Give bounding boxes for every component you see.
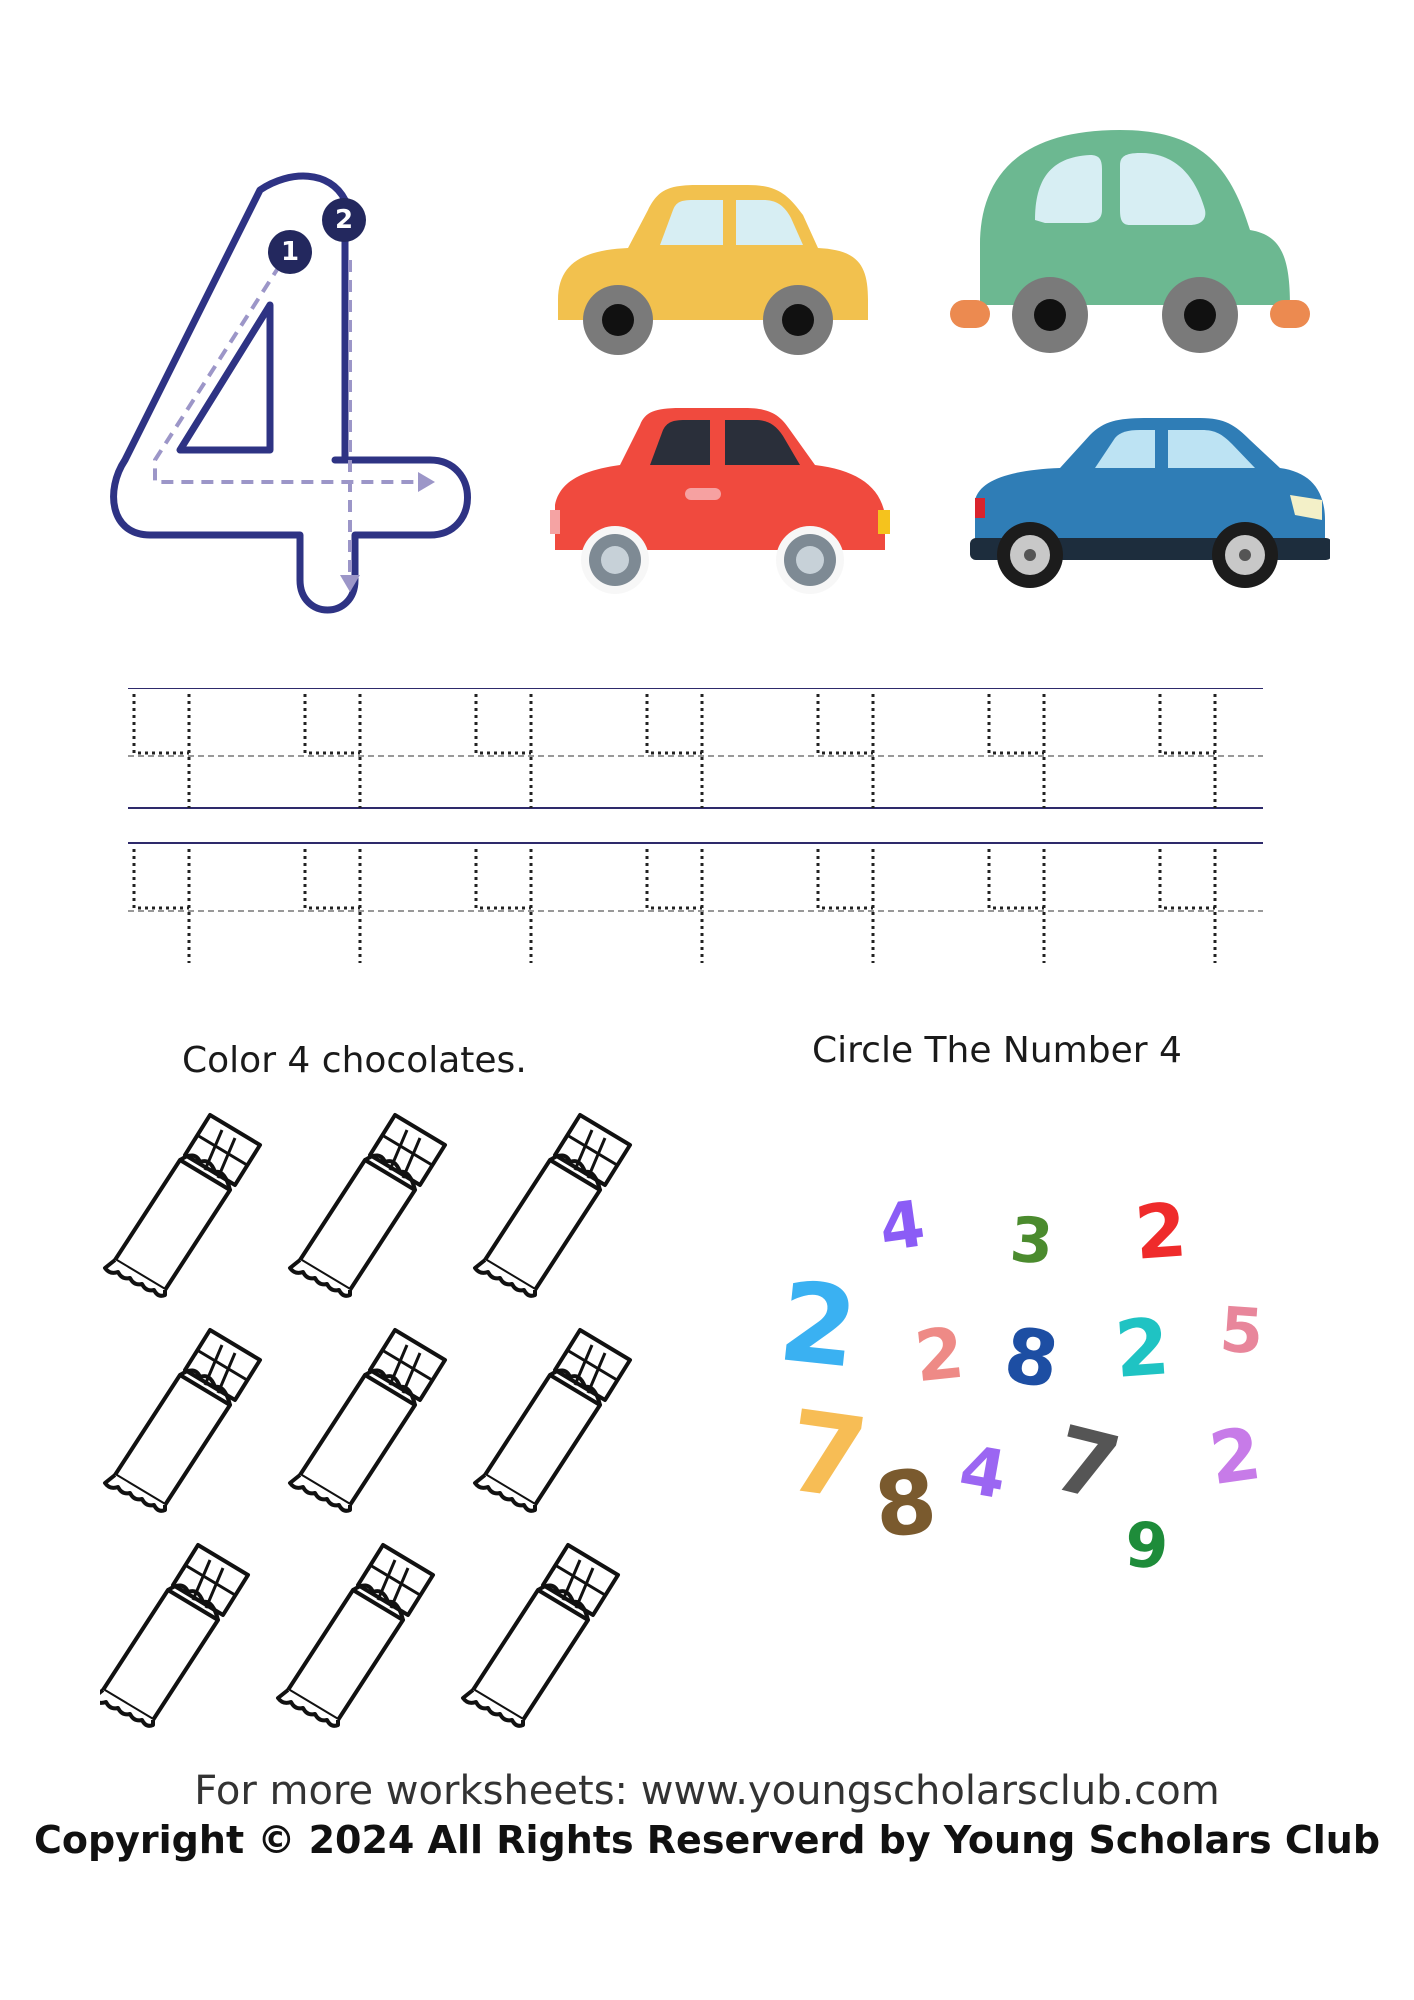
tracing-glyph-four[interactable] xyxy=(989,849,1044,963)
chocolate-bar[interactable] xyxy=(463,1545,618,1726)
tracing-area xyxy=(128,688,1268,978)
number-item-7[interactable]: 7 xyxy=(1043,1405,1130,1524)
number-item-2[interactable]: 2 xyxy=(773,1257,864,1393)
tracing-glyph-four[interactable] xyxy=(1160,694,1215,808)
number-item-2[interactable]: 2 xyxy=(1204,1410,1266,1502)
number-item-8[interactable]: 8 xyxy=(999,1309,1064,1406)
number-item-3[interactable]: 3 xyxy=(1007,1202,1056,1279)
number-item-2[interactable]: 2 xyxy=(910,1311,968,1399)
tracing-row xyxy=(128,843,1263,963)
number-item-9[interactable]: 9 xyxy=(1122,1507,1171,1584)
number-item-2[interactable]: 2 xyxy=(1111,1302,1173,1396)
stroke-step-2: 2 xyxy=(322,198,366,242)
footer-copyright: Copyright © 2024 All Rights Reserverd by Young Scholars Club xyxy=(33,1818,1381,1862)
tracing-glyph-four[interactable] xyxy=(134,694,189,808)
red-car xyxy=(545,400,895,600)
tracing-glyph-four[interactable] xyxy=(305,694,360,808)
chocolate-grid xyxy=(100,1110,700,1760)
chocolate-bar[interactable] xyxy=(278,1545,433,1726)
tracing-glyph-four[interactable] xyxy=(1160,849,1215,963)
tracing-glyph-four[interactable] xyxy=(134,849,189,963)
chocolate-bar[interactable] xyxy=(105,1115,260,1296)
chocolate-instruction: Color 4 chocolates. xyxy=(182,1040,527,1081)
number-item-2[interactable]: 2 xyxy=(1132,1187,1190,1277)
number-item-4[interactable]: 4 xyxy=(875,1187,930,1267)
chocolate-bar[interactable] xyxy=(105,1330,260,1511)
circle-number-instruction: Circle The Number 4 xyxy=(812,1030,1182,1071)
chocolate-bar[interactable] xyxy=(290,1330,445,1511)
green-car xyxy=(950,125,1310,365)
number-cloud xyxy=(773,1170,1300,1630)
blue-car xyxy=(970,410,1330,600)
tracing-glyph-four[interactable] xyxy=(647,849,702,963)
tracing-glyph-four[interactable] xyxy=(476,694,531,808)
yellow-car xyxy=(548,170,878,370)
stroke-step-1: 1 xyxy=(268,230,312,274)
big-number-four xyxy=(100,160,480,620)
number-item-8[interactable]: 8 xyxy=(869,1449,942,1558)
tracing-glyph-four[interactable] xyxy=(989,694,1044,808)
footer-website: For more worksheets: www.youngscholarsclub.com xyxy=(194,1768,1220,1814)
chocolate-bar[interactable] xyxy=(475,1330,630,1511)
chocolate-bar[interactable] xyxy=(290,1115,445,1296)
tracing-glyph-four[interactable] xyxy=(818,849,873,963)
number-item-4[interactable]: 4 xyxy=(953,1430,1013,1515)
chocolate-bar[interactable] xyxy=(475,1115,630,1296)
number-item-7[interactable]: 7 xyxy=(779,1386,875,1526)
tracing-glyph-four[interactable] xyxy=(647,694,702,808)
number-item-5[interactable]: 5 xyxy=(1217,1292,1266,1369)
tracing-glyph-four[interactable] xyxy=(476,849,531,963)
tracing-row xyxy=(128,688,1263,808)
tracing-glyph-four[interactable] xyxy=(305,849,360,963)
tracing-glyph-four[interactable] xyxy=(818,694,873,808)
chocolate-bar[interactable] xyxy=(100,1545,248,1726)
